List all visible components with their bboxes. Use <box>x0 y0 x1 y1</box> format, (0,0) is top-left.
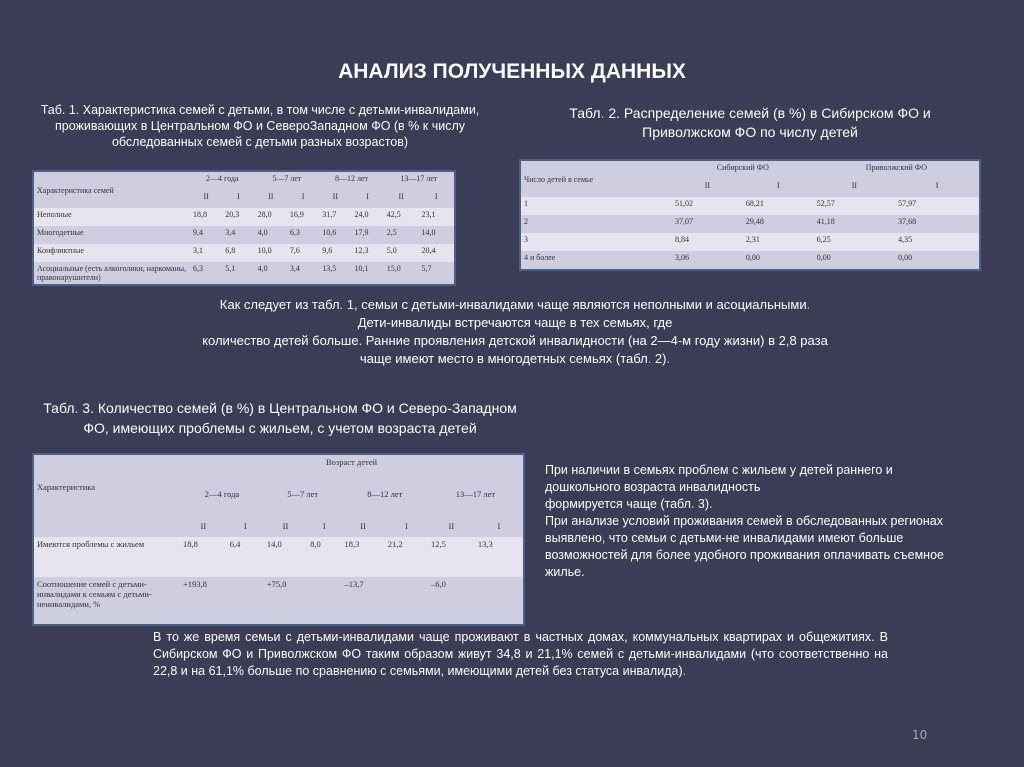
cell: 3,4 <box>222 226 254 244</box>
cell: 10,1 <box>351 262 383 285</box>
row-label: 2 <box>520 215 672 233</box>
col-subheader: II <box>672 179 743 197</box>
table2-caption: Табл. 2. Распределение семей (в %) в Сибирском ФО и Приволжском ФО по числу детей <box>569 105 931 140</box>
cell: –13,7 <box>342 577 428 625</box>
cell: –6,0 <box>428 577 524 625</box>
col-group: Сибирский ФО <box>672 160 814 179</box>
cell: 20,4 <box>418 244 455 262</box>
col-subheader: II <box>814 179 895 197</box>
text-line: При анализе условий проживания семей в обследованных регионах выявлено, что семьи с детьми-не инвалидами имеют больше возможностей для более удобного проживания оплачивать съемное жилье. <box>545 514 944 579</box>
col-subheader: II <box>384 190 419 208</box>
right-text <box>545 462 965 581</box>
cell: 14,0 <box>418 226 455 244</box>
text-line: чаще имеют место в многодетных семьях (табл. 2). <box>359 351 671 366</box>
row-label: Имеются проблемы с жильем <box>33 537 180 577</box>
cell: 4,35 <box>895 233 980 251</box>
cell: 37,68 <box>895 215 980 233</box>
table-row <box>33 537 524 577</box>
cell: 2,5 <box>384 226 419 244</box>
col-subheader: I <box>385 519 428 537</box>
row-label: Неполные <box>33 208 190 226</box>
col-subheader: I <box>307 519 341 537</box>
cell: +193,8 <box>180 577 264 625</box>
page-title: АНАЛИЗ ПОЛУЧЕННЫХ ДАННЫХ <box>338 60 686 83</box>
text-line: При наличии в семьях проблем с жильем у детей раннего и дошкольного возраста инвалидность <box>545 463 893 494</box>
col-group: 5—7 лет <box>255 171 320 190</box>
cell: 14,0 <box>264 537 307 577</box>
row-label: Конфликтные <box>33 244 190 262</box>
col-group: 13—17 лет <box>384 171 455 190</box>
cell: 10,6 <box>319 226 351 244</box>
cell: 6,4 <box>227 537 264 577</box>
cell: 52,57 <box>814 197 895 215</box>
cell: 37,07 <box>672 215 743 233</box>
cell: 24,0 <box>351 208 383 226</box>
cell: 42,5 <box>384 208 419 226</box>
table3-header: Характеристика <box>33 454 180 519</box>
cell: 41,18 <box>814 215 895 233</box>
row-label: 4 и более <box>520 251 672 270</box>
col-subheader: I <box>351 190 383 208</box>
cell: 7,6 <box>287 244 319 262</box>
table2 <box>519 159 981 271</box>
col-subheader: I <box>227 519 264 537</box>
cell: 8,84 <box>672 233 743 251</box>
table-row <box>33 226 455 244</box>
table1-caption: Таб. 1. Характеристика семей с детьми, в том числе с детьми-инвалидами, проживающих в Центральном ФО и СевероЗападном ФО (в % к числу обследованных семей с детьми разных возрастов) <box>40 103 480 149</box>
cell: 2,31 <box>743 233 814 251</box>
col-subheader: II <box>255 190 287 208</box>
col-subheader: II <box>180 519 227 537</box>
cell: 28,0 <box>255 208 287 226</box>
col-group: 13—17 лет <box>428 487 524 519</box>
row-label: Соотношение семей с детьми-инвалидами к семьям с детьми-неинвалидами, % <box>33 577 180 625</box>
cell: 5,0 <box>384 244 419 262</box>
cell: 51,02 <box>672 197 743 215</box>
table3 <box>32 453 525 626</box>
col-subheader: II <box>342 519 385 537</box>
row-label: 3 <box>520 233 672 251</box>
table-row <box>520 251 980 270</box>
cell: 0,00 <box>814 251 895 270</box>
col-group: Приволжский ФО <box>814 160 980 179</box>
col-group: 2—4 года <box>190 171 255 190</box>
col-subheader: II <box>319 190 351 208</box>
cell: 29,48 <box>743 215 814 233</box>
page-number: 10 <box>912 728 928 742</box>
cell: 15,0 <box>384 262 419 285</box>
middle-text <box>100 296 930 368</box>
cell: 18,8 <box>180 537 227 577</box>
cell: 6,25 <box>814 233 895 251</box>
col-subheader: I <box>287 190 319 208</box>
table-row <box>33 208 455 226</box>
col-group: 5—7 лет <box>264 487 342 519</box>
col-subheader: II <box>190 190 222 208</box>
cell: 9,6 <box>319 244 351 262</box>
cell: 12,3 <box>351 244 383 262</box>
table-row <box>33 262 455 285</box>
cell: 3,4 <box>287 262 319 285</box>
table-row <box>520 197 980 215</box>
col-subheader: I <box>743 179 814 197</box>
spacer <box>33 519 180 537</box>
cell: 0,00 <box>895 251 980 270</box>
row-label: Асоциальные (есть алкоголики, наркоманы, правонарушители) <box>33 262 190 285</box>
cell: 5,1 <box>222 262 254 285</box>
col-subheader: I <box>895 179 980 197</box>
table3-caption: Табл. 3. Количество семей (в %) в Центральном ФО и Северо-Западном ФО, имеющих проблемы с жильем, с учетом возраста детей <box>43 400 517 436</box>
cell: 4,0 <box>255 262 287 285</box>
cell: 6,3 <box>190 262 222 285</box>
text-line: Дети-инвалиды встречаются чаще в тех семьях, где <box>357 315 673 330</box>
text-line: Как следует из табл. 1, семьи с детьми-инвалидами чаще являются неполными и асоциальными. <box>219 297 811 312</box>
table-row <box>520 215 980 233</box>
cell: 13,3 <box>475 537 524 577</box>
cell: 10,0 <box>255 244 287 262</box>
cell: 4,0 <box>255 226 287 244</box>
col-group: 2—4 года <box>180 487 264 519</box>
cell: 18,3 <box>342 537 385 577</box>
cell: 13,5 <box>319 262 351 285</box>
cell: 23,1 <box>418 208 455 226</box>
cell: 31,7 <box>319 208 351 226</box>
bottom-text: В то же время семьи с детьми-инвалидами чаще проживают в частных домах, коммунальных квартирах и общежитиях. В Сибирском ФО и Приволжском ФО таким образом живут 34,8 и 21,1% семей с детьми-инвалидами (что соответственно на 22,8 и на 61,1% больше по сравнению с семьями, имеющими детей без статуса инвалида). <box>153 630 888 678</box>
col-subheader: I <box>475 519 524 537</box>
cell: 3,06 <box>672 251 743 270</box>
cell: 6,3 <box>287 226 319 244</box>
cell: 20,3 <box>222 208 254 226</box>
table1-header: Характеристика семей <box>33 171 190 208</box>
cell: 5,7 <box>418 262 455 285</box>
cell: 3,1 <box>190 244 222 262</box>
cell: 68,21 <box>743 197 814 215</box>
table2-header: Число детей в семье <box>520 160 672 197</box>
cell: 12,5 <box>428 537 475 577</box>
col-group: 8—12 лет <box>342 487 428 519</box>
cell: 0,00 <box>743 251 814 270</box>
cell: 8,0 <box>307 537 341 577</box>
table-row <box>33 244 455 262</box>
cell: +75,0 <box>264 577 342 625</box>
table1 <box>32 170 456 286</box>
text-line: количество детей больше. Ранние проявления детской инвалидности (на 2—4-м году жизни) в 2,8 раза <box>202 333 828 348</box>
row-label: 1 <box>520 197 672 215</box>
col-group: 8—12 лет <box>319 171 384 190</box>
col-super: Возраст детей <box>180 454 524 487</box>
cell: 57,97 <box>895 197 980 215</box>
cell: 21,2 <box>385 537 428 577</box>
col-subheader: I <box>222 190 254 208</box>
col-subheader: I <box>418 190 455 208</box>
cell: 9,4 <box>190 226 222 244</box>
col-subheader: II <box>428 519 475 537</box>
cell: 17,9 <box>351 226 383 244</box>
table-row <box>520 233 980 251</box>
cell: 16,9 <box>287 208 319 226</box>
cell: 6,8 <box>222 244 254 262</box>
col-subheader: II <box>264 519 307 537</box>
text-line: формируется чаще (табл. 3). <box>545 497 713 511</box>
cell: 18,8 <box>190 208 222 226</box>
row-label: Многодетные <box>33 226 190 244</box>
